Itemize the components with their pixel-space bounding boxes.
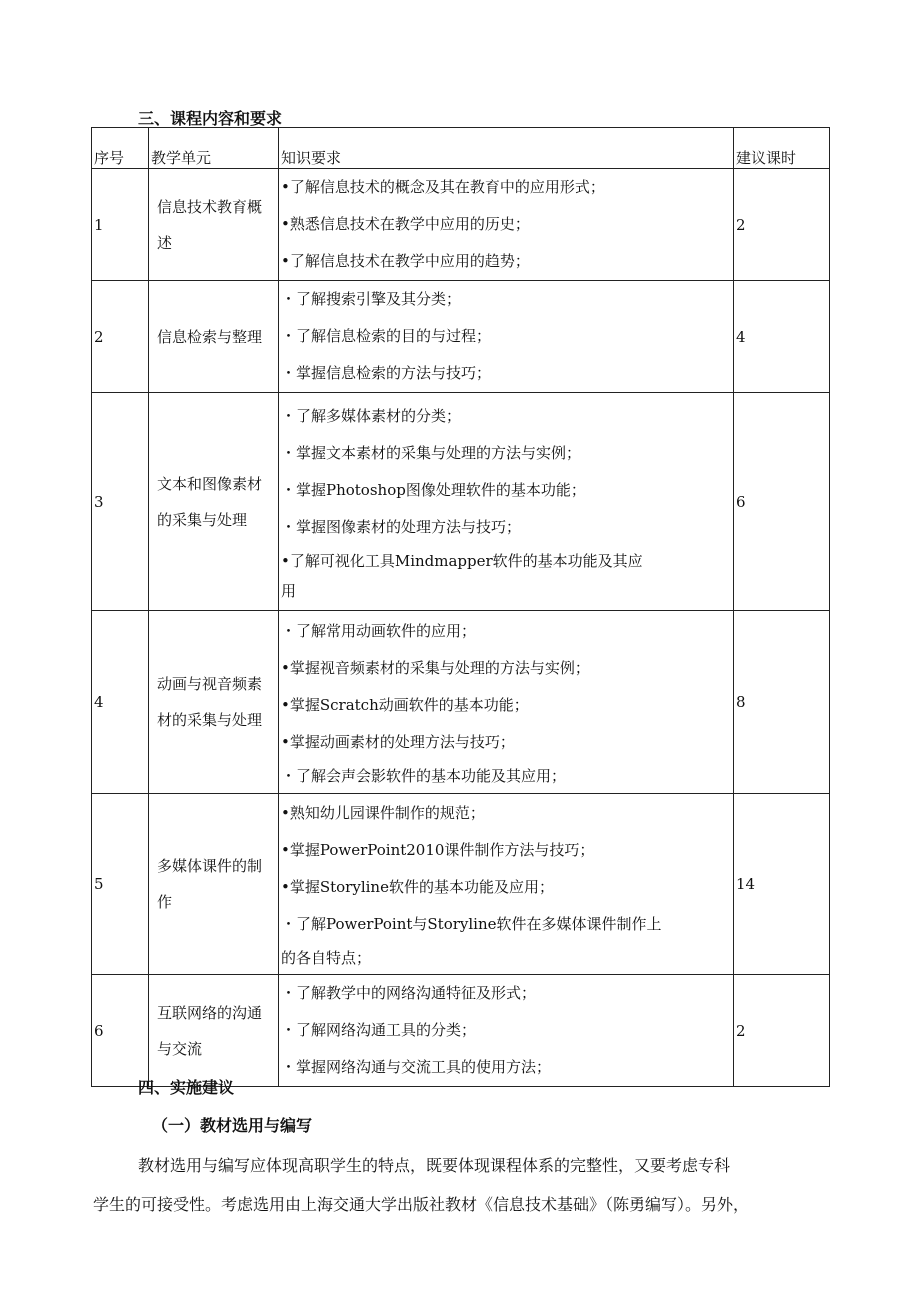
knowledge-item: ・了解网络沟通工具的分类； [281,1021,477,1039]
knowledge-item: •熟知幼儿园课件制作的规范； [281,804,485,822]
body-paragraph-line: 教材选用与编写应体现高职学生的特点，既要体现课程体系的完整性，又要考虑专科 [138,1156,731,1175]
knowledge-item: ・掌握Photoshop图像处理软件的基本功能； [281,480,586,499]
table-row [92,611,830,794]
knowledge-item: ・了解多媒体素材的分类； [281,406,462,425]
knowledge-item: ・了解搜索引擎及其分类； [281,290,462,308]
row-unit: 信息技术教育概述 [149,169,279,281]
table-row [92,393,830,611]
row-unit: 文本和图像素材的采集与处理 [149,393,279,611]
knowledge-item: •熟悉信息技术在教学中应用的历史； [281,215,530,233]
row-unit: 动画与视音频素材的采集与处理 [149,611,279,794]
row-number: 5 [92,794,149,975]
row-hours: 4 [734,281,830,393]
table-row [92,794,830,975]
row-knowledge [279,393,734,611]
table-row [92,975,830,1087]
section-heading-implementation: 四、实施建议 [138,1078,235,1097]
table-header-row [92,128,830,169]
row-knowledge [279,975,734,1087]
knowledge-item: •掌握PowerPoint2010课件制作方法与技巧； [281,841,595,859]
knowledge-item: ・掌握信息检索的方法与技巧； [281,364,492,382]
row-knowledge [279,281,734,393]
header-knowledge: 知识要求 [279,128,734,169]
row-knowledge [279,794,734,975]
knowledge-item: •掌握Storyline软件的基本功能及应用； [281,878,554,896]
knowledge-item: ・掌握文本素材的采集与处理的方法与实例； [281,443,582,462]
table-row [92,169,830,281]
row-number: 2 [92,281,149,393]
table-row [92,281,830,393]
row-number: 6 [92,975,149,1087]
knowledge-item: ・了解会声会影软件的基本功能及其应用； [281,767,567,785]
knowledge-item: ・掌握网络沟通与交流工具的使用方法； [281,1058,552,1076]
knowledge-item: ・了解信息检索的目的与过程； [281,327,492,345]
section-heading-course-content: 三、课程内容和要求 [138,109,283,128]
knowledge-item: •了解可视化工具Mindmapper软件的基本功能及其应 [281,551,643,570]
row-hours: 14 [734,794,830,975]
knowledge-item: ・了解常用动画软件的应用； [281,622,477,640]
row-unit: 多媒体课件的制作 [149,794,279,975]
knowledge-item: 的各自特点； [281,949,372,967]
row-hours: 2 [734,975,830,1087]
row-hours: 8 [734,611,830,794]
row-number: 1 [92,169,149,281]
body-paragraph-line: 学生的可接受性。考虑选用由上海交通大学出版社教材《信息技术基础》（陈勇编写）。另外， [93,1195,750,1214]
row-number: 4 [92,611,149,794]
knowledge-item: ・了解PowerPoint与Storyline软件在多媒体课件制作上 [281,915,662,933]
knowledge-item: •掌握视音频素材的采集与处理的方法与实例； [281,659,590,677]
subsection-heading-textbook: （一）教材选用与编写 [152,1116,313,1135]
row-number: 3 [92,393,149,611]
knowledge-item: ・掌握图像素材的处理方法与技巧； [281,517,522,536]
knowledge-item: 用 [281,581,297,600]
header-hours: 建议课时 [734,128,830,169]
row-unit: 互联网络的沟通与交流 [149,975,279,1087]
row-knowledge [279,611,734,794]
knowledge-item: •掌握动画素材的处理方法与技巧； [281,733,515,751]
knowledge-item: •掌握Scratch动画软件的基本功能； [281,696,529,714]
row-hours: 2 [734,169,830,281]
row-knowledge [279,169,734,281]
course-content-table [91,127,830,1087]
row-hours: 6 [734,393,830,611]
knowledge-item: ・了解教学中的网络沟通特征及形式； [281,984,537,1002]
header-unit: 教学单元 [149,128,279,169]
knowledge-item: •了解信息技术的概念及其在教育中的应用形式； [281,178,605,196]
row-unit: 信息检索与整理 [149,281,279,393]
knowledge-item: •了解信息技术在教学中应用的趋势； [281,252,530,270]
header-number: 序号 [92,128,149,169]
